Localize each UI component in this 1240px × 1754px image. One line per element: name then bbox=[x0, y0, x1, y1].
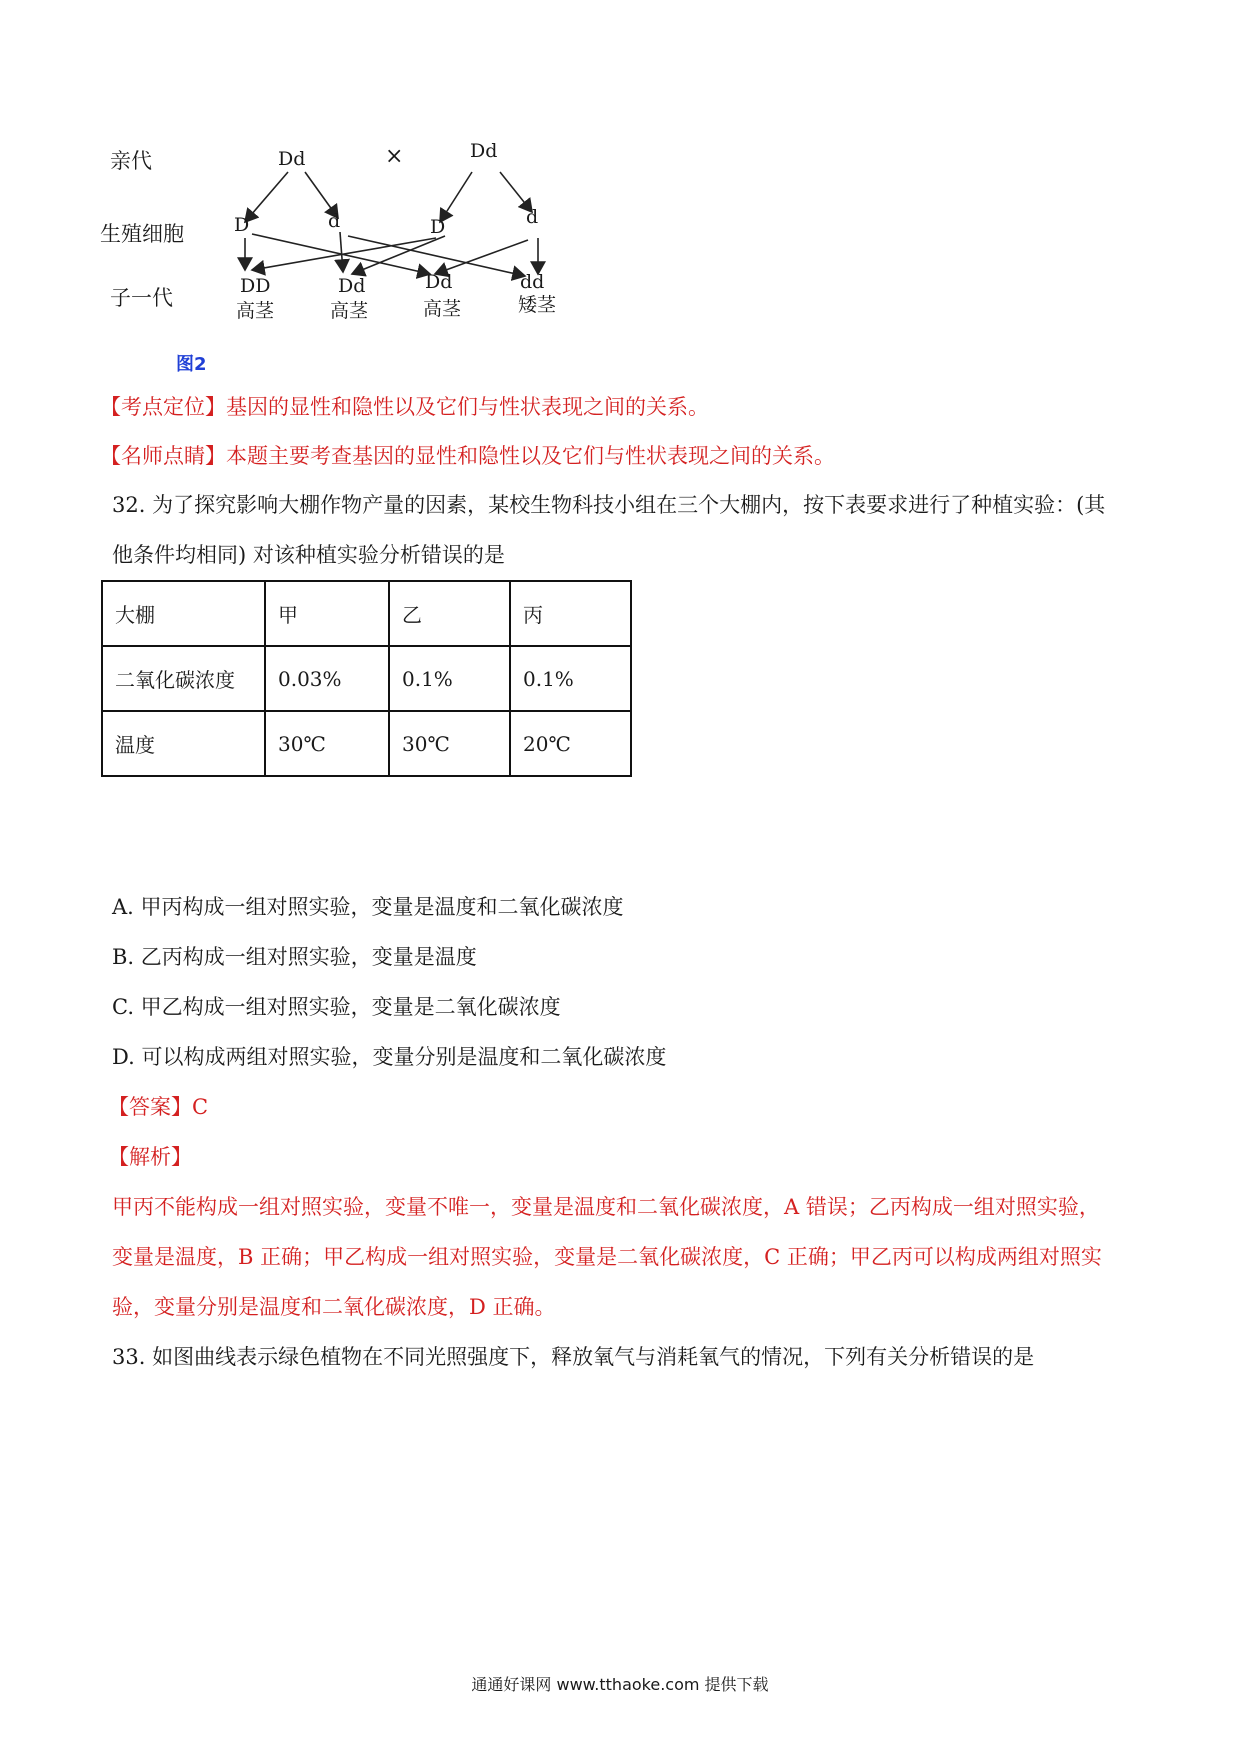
table-cell: 二氧化碳浓度 bbox=[102, 646, 265, 711]
table-cell: 甲 bbox=[265, 581, 389, 646]
parent-left-genotype: Dd bbox=[278, 148, 306, 170]
genetic-cross-diagram bbox=[100, 140, 660, 375]
table-cell: 乙 bbox=[389, 581, 510, 646]
table-cell: 20℃ bbox=[510, 711, 631, 776]
offspring-2-phenotype: 高茎 bbox=[330, 300, 369, 322]
table-cell: 0.03% bbox=[265, 646, 389, 711]
analysis-title: 【解析】 bbox=[108, 1145, 192, 1169]
row-label-parents: 亲代 bbox=[110, 149, 152, 173]
gamete-3: D bbox=[430, 216, 446, 238]
table-row bbox=[102, 711, 631, 776]
analysis-line: 验，变量分别是温度和二氧化碳浓度，D 正确。 bbox=[112, 1295, 556, 1319]
kaodian-note: 【考点定位】基因的显性和隐性以及它们与性状表现之间的关系。 bbox=[100, 395, 709, 419]
answer: 【答案】C bbox=[108, 1095, 209, 1119]
table-cell: 30℃ bbox=[389, 711, 510, 776]
table-cell: 0.1% bbox=[510, 646, 631, 711]
table-cell: 30℃ bbox=[265, 711, 389, 776]
gamete-1: D bbox=[234, 214, 250, 236]
parent-right-genotype: Dd bbox=[470, 140, 498, 162]
table-cell: 0.1% bbox=[389, 646, 510, 711]
table-cell: 温度 bbox=[102, 711, 265, 776]
analysis-line: 变量是温度，B 正确；甲乙构成一组对照实验，变量是二氧化碳浓度，C 正确；甲乙丙可以构成两组对照实 bbox=[112, 1245, 1102, 1269]
offspring-1-phenotype: 高茎 bbox=[236, 300, 275, 322]
offspring-3-phenotype: 高茎 bbox=[423, 298, 462, 320]
option-a: A. 甲丙构成一组对照实验，变量是温度和二氧化碳浓度 bbox=[112, 895, 624, 919]
offspring-4-phenotype: 矮茎 bbox=[518, 294, 557, 316]
cross-symbol: × bbox=[385, 144, 404, 169]
row-label-gametes: 生殖细胞 bbox=[100, 222, 184, 246]
option-b: B. 乙丙构成一组对照实验，变量是温度 bbox=[112, 945, 477, 969]
analysis-line: 甲丙不能构成一组对照实验，变量不唯一，变量是温度和二氧化碳浓度，A 错误；乙丙构成一组对照实验， bbox=[112, 1195, 1100, 1219]
page-footer: 通通好课网 www.tthaoke.com 提供下载 bbox=[471, 1675, 769, 1694]
option-d: D. 可以构成两组对照实验，变量分别是温度和二氧化碳浓度 bbox=[112, 1045, 667, 1069]
offspring-3-genotype: Dd bbox=[425, 271, 453, 293]
table-cell: 大棚 bbox=[102, 581, 265, 646]
table-row bbox=[102, 581, 631, 646]
table-row bbox=[102, 646, 631, 711]
experiment-table bbox=[101, 580, 632, 777]
offspring-1-genotype: DD bbox=[240, 275, 271, 297]
table-cell: 丙 bbox=[510, 581, 631, 646]
q33-stem-line1: 33. 如图曲线表示绿色植物在不同光照强度下，释放氧气与消耗氧气的情况，下列有关分析错误的是 bbox=[112, 1345, 1035, 1369]
figure-label: 图2 bbox=[176, 354, 207, 375]
gamete-4: d bbox=[526, 206, 539, 228]
cross-arrows bbox=[100, 150, 660, 365]
offspring-4-genotype: dd bbox=[520, 271, 545, 293]
q32-stem-line1: 32. 为了探究影响大棚作物产量的因素，某校生物科技小组在三个大棚内，按下表要求进行了种植实验：(其 bbox=[112, 493, 1106, 517]
q32-stem-line2: 他条件均相同) 对该种植实验分析错误的是 bbox=[112, 543, 505, 567]
mingshi-note: 【名师点睛】本题主要考查基因的显性和隐性以及它们与性状表现之间的关系。 bbox=[100, 444, 835, 468]
gamete-2: d bbox=[328, 210, 341, 232]
option-c: C. 甲乙构成一组对照实验，变量是二氧化碳浓度 bbox=[112, 995, 561, 1019]
offspring-2-genotype: Dd bbox=[338, 275, 366, 297]
row-label-offspring: 子一代 bbox=[110, 286, 173, 310]
